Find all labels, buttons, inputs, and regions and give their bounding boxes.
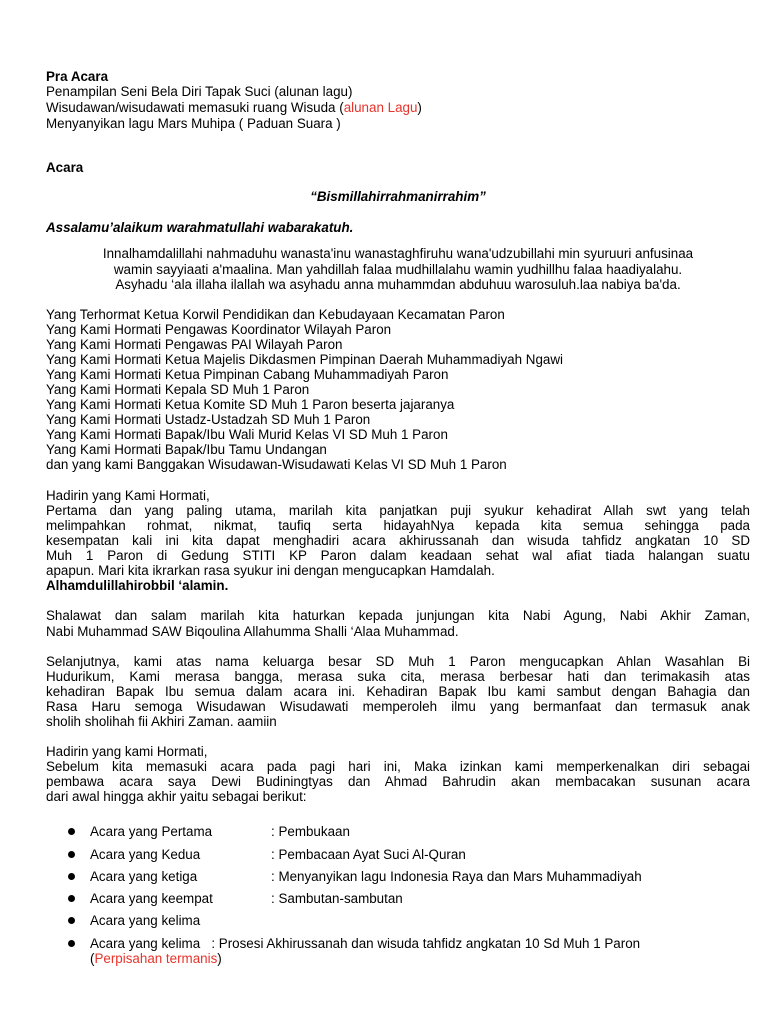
- salutation-line: Yang Kami Hormati Pengawas PAI Wilayah Paron: [46, 337, 343, 352]
- pra-acara-line-2: [46, 100, 422, 115]
- khutbah-line-3: Asyhadu ‘ala illaha ilallah wa asyhadu anna muhammdan abduhuu warosuluh.laa nabiya ba'da.: [115, 277, 681, 292]
- pra-acara-line-2-close: ): [417, 100, 422, 115]
- salutation-line: Yang Kami Hormati Ketua Pimpinan Cabang Muhammadiyah Paron: [46, 367, 449, 382]
- khutbah-line-1: Innalhamdalillahi nahmaduhu wanasta'inu wanastaghfiruhu wana'udzubillahi min syuruuri anfusinaa: [102, 246, 694, 261]
- para4-line-3: dari awal hingga akhir yaitu sebagai berikut:: [46, 789, 307, 804]
- para4-line-1: Sebelum kita memasuki acara pada pagi hari ini, Maka izinkan kami memperkenalkan diri sebagai: [46, 759, 750, 774]
- agenda-value: : Prosesi Akhirussanah dan wisuda tahfidz angkatan 10 Sd Muh 1 Paron: [211, 936, 641, 951]
- para3-line-2: Hudurikum, Kami merasa bangga, merasa suka cita, merasa berbesar hati dan terimakasih atas: [46, 669, 750, 684]
- salutation-line: Yang Kami Hormati Pengawas Koordinator Wilayah Paron: [46, 322, 392, 337]
- note-open-paren: (: [90, 951, 95, 966]
- agenda-value: : Sambutan-sambutan: [271, 891, 403, 906]
- salam: Assalamu’alaikum warahmatullahi wabarakatuh.: [46, 220, 354, 235]
- agenda-label: Acara yang kelima: [90, 936, 201, 951]
- bismillah: “Bismillahirrahmanirrahim”: [310, 189, 486, 204]
- agenda-value: : Pembukaan: [271, 824, 350, 839]
- agenda-label: Acara yang Kedua: [90, 847, 201, 862]
- agenda-label: Acara yang ketiga: [90, 869, 198, 884]
- salutation-line: Yang Terhormat Ketua Korwil Pendidikan dan Kebudayaan Kecamatan Paron: [46, 307, 505, 322]
- pra-acara-heading: Pra Acara: [46, 69, 109, 84]
- agenda-note: [90, 951, 222, 966]
- salutation-line: Yang Kami Hormati Ustadz-Ustadzah SD Muh 1 Paron: [46, 412, 371, 427]
- para3-line-3: kehadiran Bapak Ibu semua dalam acara ini. Kehadiran Bapak Ibu kami sambut dengan Bahagia dan: [46, 684, 750, 699]
- acara-heading: Acara: [46, 160, 84, 175]
- bullet-icon: [68, 917, 75, 924]
- salutation-line: Yang Kami Hormati Bapak/Ibu Wali Murid Kelas VI SD Muh 1 Paron: [46, 427, 448, 442]
- salutation-line: Yang Kami Hormati Ketua Majelis Dikdasmen Pimpinan Daerah Muhammadiyah Ngawi: [46, 352, 564, 367]
- para1-line-5: apapun. Mari kita ikrarkan rasa syukur ini dengan mengucapkan Hamdalah.: [46, 563, 495, 578]
- alunan-lagu-highlight: alunan Lagu: [343, 100, 418, 115]
- para3-line-1: Selanjutnya, kami atas nama keluarga besar SD Muh 1 Paron mengucapkan Ahlan Wasahlan Bi: [46, 654, 750, 669]
- bullet-icon: [68, 895, 75, 902]
- salutation-line: Yang Kami Hormati Bapak/Ibu Tamu Undangan: [46, 442, 327, 457]
- para3-line-5: sholih sholihah fii Akhiri Zaman. aamiin: [46, 714, 277, 729]
- agenda-label: Acara yang keempat: [90, 891, 213, 906]
- bullet-icon: [68, 851, 75, 858]
- para4-line-0: Hadirin yang kami Hormati,: [46, 744, 208, 759]
- agenda-label: Acara yang kelima: [90, 913, 201, 928]
- para1-line-3: kesempatan kali ini kita dapat menghadiri acara akhirussanah dan wisuda tahfidz angkatan 10 SD: [46, 533, 750, 548]
- para1-line-0: Hadirin yang Kami Hormati,: [46, 488, 210, 503]
- para1-line-4: Muh 1 Paron di Gedung STITI KP Paron dalam keadaan sehat wal afiat tiada halangan suatu: [46, 548, 750, 563]
- para1-line-2: melimpahkan rohmat, nikmat, taufiq serta hidayahNya kepada kita semua sehingga pada: [46, 518, 750, 533]
- hamdalah: Alhamdulillahirobbil ‘alamin.: [46, 578, 229, 593]
- agenda-value: : Pembacaan Ayat Suci Al-Quran: [271, 847, 466, 862]
- pra-acara-line-2-text: Wisudawan/wisudawati memasuki ruang Wisuda (: [46, 100, 344, 115]
- bullet-icon: [68, 873, 75, 880]
- para1-line-1: Pertama dan yang paling utama, marilah kita panjatkan puji syukur kehadirat Allah swt yang telah: [46, 503, 750, 518]
- agenda-label-final: [90, 936, 640, 951]
- pra-acara-line-1: Penampilan Seni Bela Diri Tapak Suci (alunan lagu): [46, 84, 353, 99]
- para2-line-1: Shalawat dan salam marilah kita haturkan kepada junjungan kita Nabi Agung, Nabi Akhir Zaman,: [46, 608, 750, 623]
- para4-line-2: pembawa acara saya Dewi Budiningtyas dan Ahmad Bahrudin akan membacakan susunan acara: [46, 774, 750, 789]
- perpisahan-highlight: Perpisahan termanis: [94, 951, 218, 966]
- salutation-line: dan yang kami Banggakan Wisudawan-Wisudawati Kelas VI SD Muh 1 Paron: [46, 457, 507, 472]
- note-close-paren: ): [217, 951, 222, 966]
- salutation-line: Yang Kami Hormati Ketua Komite SD Muh 1 Paron beserta jajaranya: [46, 397, 455, 412]
- para2-line-2: Nabi Muhammad SAW Biqoulina Allahumma Shalli ‘Alaa Muhammad.: [46, 624, 459, 639]
- bullet-icon: [68, 828, 75, 835]
- agenda-label: Acara yang Pertama: [90, 824, 213, 839]
- agenda-value: : Menyanyikan lagu Indonesia Raya dan Mars Muhammadiyah: [271, 869, 642, 884]
- bullet-icon: [68, 940, 75, 947]
- salutation-line: Yang Kami Hormati Kepala SD Muh 1 Paron: [46, 382, 310, 397]
- pra-acara-line-3: Menyanyikan lagu Mars Muhipa ( Paduan Suara ): [46, 116, 341, 131]
- khutbah-line-2: wamin sayyiaati a'maalina. Man yahdillah falaa mudhillalahu wamin yudhillhu falaa haadiyalahu.: [113, 262, 683, 277]
- para3-line-4: Rasa Haru semoga Wisudawan Wisudawati memperoleh ilmu yang bermanfaat dan termasuk anak: [46, 699, 750, 714]
